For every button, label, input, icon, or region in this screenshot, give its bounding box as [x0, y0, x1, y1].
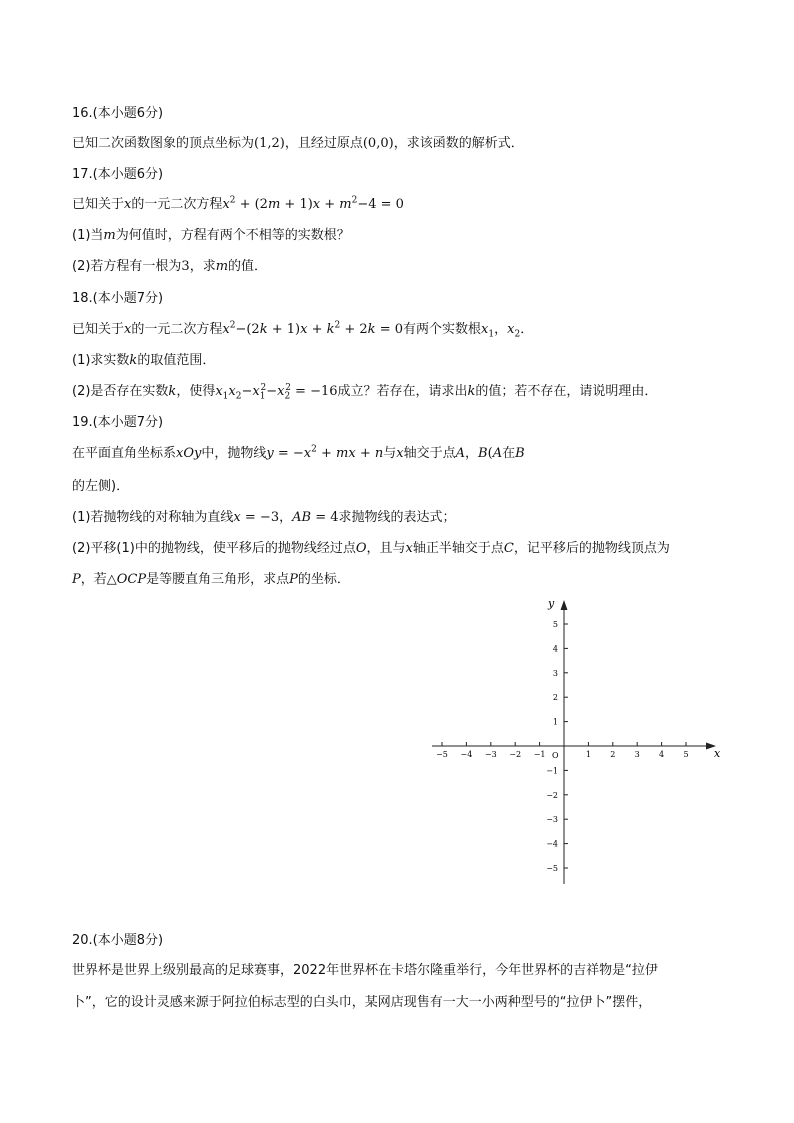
q19-part2-line2: P，若△OCP是等腰直角三角形，求点P的坐标．	[72, 572, 350, 587]
x-tick-label: −5	[436, 750, 448, 759]
x-axis-label: x	[714, 747, 721, 760]
x-tick-label: −4	[460, 750, 473, 759]
q18-header: 18.(本小题7分)	[72, 291, 164, 306]
y-tick-label: 2	[552, 693, 558, 703]
x-tick-label: 1	[585, 750, 591, 759]
q16-header: 16.(本小题6分)	[72, 106, 164, 121]
x-tick-label: 5	[683, 750, 689, 759]
y-tick-label: 5	[552, 620, 558, 629]
q18-part1: (1)求实数k的取值范围．	[72, 353, 216, 368]
q17-header: 17.(本小题6分)	[72, 167, 164, 182]
origin-label: O	[552, 751, 559, 760]
y-tick-label: −4	[546, 839, 558, 849]
q20-header: 20.(本小题8分)	[72, 933, 164, 948]
x-tick-label: −3	[484, 750, 497, 759]
y-tick-label: −3	[546, 815, 558, 825]
y-tick-label: −5	[546, 864, 558, 873]
q19-stem-cont: 的左侧)．	[72, 479, 130, 494]
y-axis-arrow	[561, 600, 568, 610]
q16-text: 已知二次函数图象的顶点坐标为(1,2)，且经过原点(0,0)，求该函数的解析式．	[72, 136, 524, 151]
x-tick-label: 2	[610, 750, 616, 759]
q17-part2: (2)若方程有一根为3，求m的值．	[72, 259, 268, 274]
x-tick-label: 4	[659, 750, 665, 759]
y-tick-label: 4	[552, 644, 558, 654]
q17-part1: (1)当m为何值时，方程有两个不相等的实数根？	[72, 228, 350, 243]
y-tick-label: −2	[546, 790, 558, 800]
x-tick-label: −2	[509, 750, 522, 759]
y-tick-label: −1	[546, 766, 558, 776]
q17-stem: 已知关于x的一元二次方程$x^2 + (2m + 1)x + m^2-4 = 0$	[72, 195, 404, 212]
y-axis-label: y	[548, 597, 555, 610]
y-tick-label: 1	[552, 717, 558, 727]
q19-part1: (1)若抛物线的对称轴为直线x = −3，AB = 4求抛物线的表达式；	[72, 510, 456, 525]
q18-part2: (2)是否存在实数k，使得$x_1x_2-x_1^2-x_2^2 = -16$成立？若存在，请求出k的值；若不存在，请说明理由．	[72, 382, 658, 402]
q20-line1: 世界杯是世界上级别最高的足球赛事，2022年世界杯在卡塔尔隆重举行，今年世界杯的吉祥物是“拉伊	[72, 963, 658, 978]
q19-stem: 在平面直角坐标系xOy中，抛物线$y = -x^2$ + mx + n与x轴交于点A，B(A在B	[72, 444, 525, 461]
coordinate-plane	[428, 594, 728, 894]
q19-header: 19.(本小题7分)	[72, 415, 164, 430]
x-tick-label: 3	[634, 750, 640, 759]
q18-stem: 已知关于x的一元二次方程$x^2-(2k + 1)x + k^2 + 2k = 0$有两个实数根$x_1$，$x_2$．	[72, 320, 534, 340]
q20-line2: 卜”，它的设计灵感来源于阿拉伯标志型的白头巾，某网店现售有一大一小两种型号的“拉伊卜”摆件，	[72, 995, 652, 1010]
y-tick-label: 3	[552, 668, 558, 678]
x-tick-label: −1	[533, 750, 546, 759]
q19-part2-line1: (2)平移(1)中的抛物线，使平移后的抛物线经过点O，且与x轴正半轴交于点C，记平移后的抛物线顶点为	[72, 541, 670, 556]
